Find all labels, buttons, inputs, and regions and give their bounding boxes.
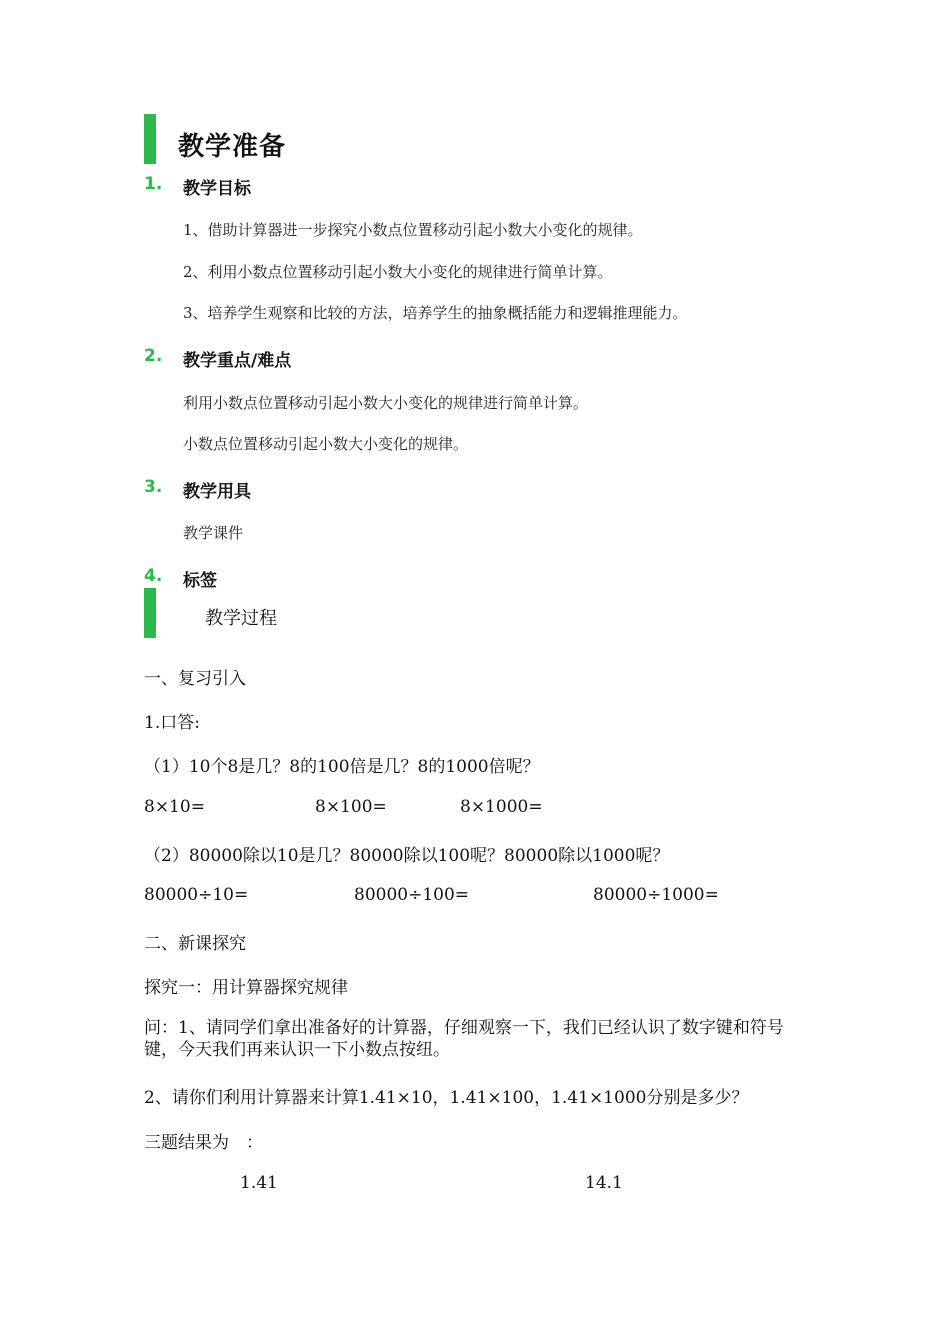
key-point-line-2: 小数点位置移动引起小数大小变化的规律。 bbox=[183, 435, 469, 453]
q1-expression-3: 8×1000= bbox=[460, 797, 543, 817]
item-number-4: 4. bbox=[144, 566, 163, 586]
result-label: 三题结果为 ： bbox=[144, 1133, 263, 1153]
item-title-objectives: 教学目标 bbox=[183, 179, 251, 199]
objective-line-1: 1、借助计算器进一步探究小数点位置移动引起小数大小变化的规律。 bbox=[183, 221, 643, 239]
question-2: （2）80000除以10是几？80000除以100呢？80000除以1000呢？ bbox=[144, 846, 670, 866]
item-number-1: 1. bbox=[144, 174, 163, 194]
objective-line-3: 3、培养学生观察和比较的方法，培养学生的抽象概括能力和逻辑推理能力。 bbox=[183, 304, 688, 322]
new-lesson-heading: 二、新课探究 bbox=[144, 934, 246, 954]
section-accent-bar bbox=[144, 114, 156, 164]
question-1: （1）10个8是几？8的100倍是几？8的1000倍呢？ bbox=[144, 757, 540, 777]
oral-heading: 1.口答: bbox=[144, 713, 200, 733]
ask-paragraph-2: 2、请你们利用计算器来计算1.41×10，1.41×100，1.41×1000分别是多少？ bbox=[144, 1088, 749, 1108]
explore-heading: 探究一：用计算器探究规律 bbox=[144, 978, 348, 998]
result-value-2: 14.1 bbox=[585, 1173, 623, 1193]
item-number-2: 2. bbox=[144, 346, 163, 366]
review-heading: 一、复习引入 bbox=[144, 669, 246, 689]
objective-line-2: 2、利用小数点位置移动引起小数大小变化的规律进行简单计算。 bbox=[183, 263, 613, 281]
item-title-tags: 标签 bbox=[183, 571, 217, 591]
item-number-3: 3. bbox=[144, 477, 163, 497]
section-title-process: 教学过程 bbox=[205, 608, 277, 629]
q2-expression-1: 80000÷10= bbox=[144, 885, 249, 905]
item-title-key-points: 教学重点/难点 bbox=[183, 351, 292, 371]
q2-expression-2: 80000÷100= bbox=[354, 885, 470, 905]
section-accent-bar bbox=[144, 588, 156, 638]
key-point-line-1: 利用小数点位置移动引起小数大小变化的规律进行简单计算。 bbox=[183, 394, 589, 412]
q1-expression-1: 8×10= bbox=[144, 797, 205, 817]
item-title-tools: 教学用具 bbox=[183, 482, 251, 502]
section-title-prep: 教学准备 bbox=[178, 132, 287, 162]
q2-expression-3: 80000÷1000= bbox=[593, 885, 719, 905]
ask-paragraph-1: 问：1、请同学们拿出准备好的计算器，仔细观察一下，我们已经认识了数字键和符号键，今天我们再来认识一下小数点按纽。 bbox=[144, 1018, 784, 1060]
q1-expression-2: 8×100= bbox=[315, 797, 387, 817]
tools-line-1: 教学课件 bbox=[183, 524, 244, 542]
result-value-1: 1.41 bbox=[240, 1173, 278, 1193]
